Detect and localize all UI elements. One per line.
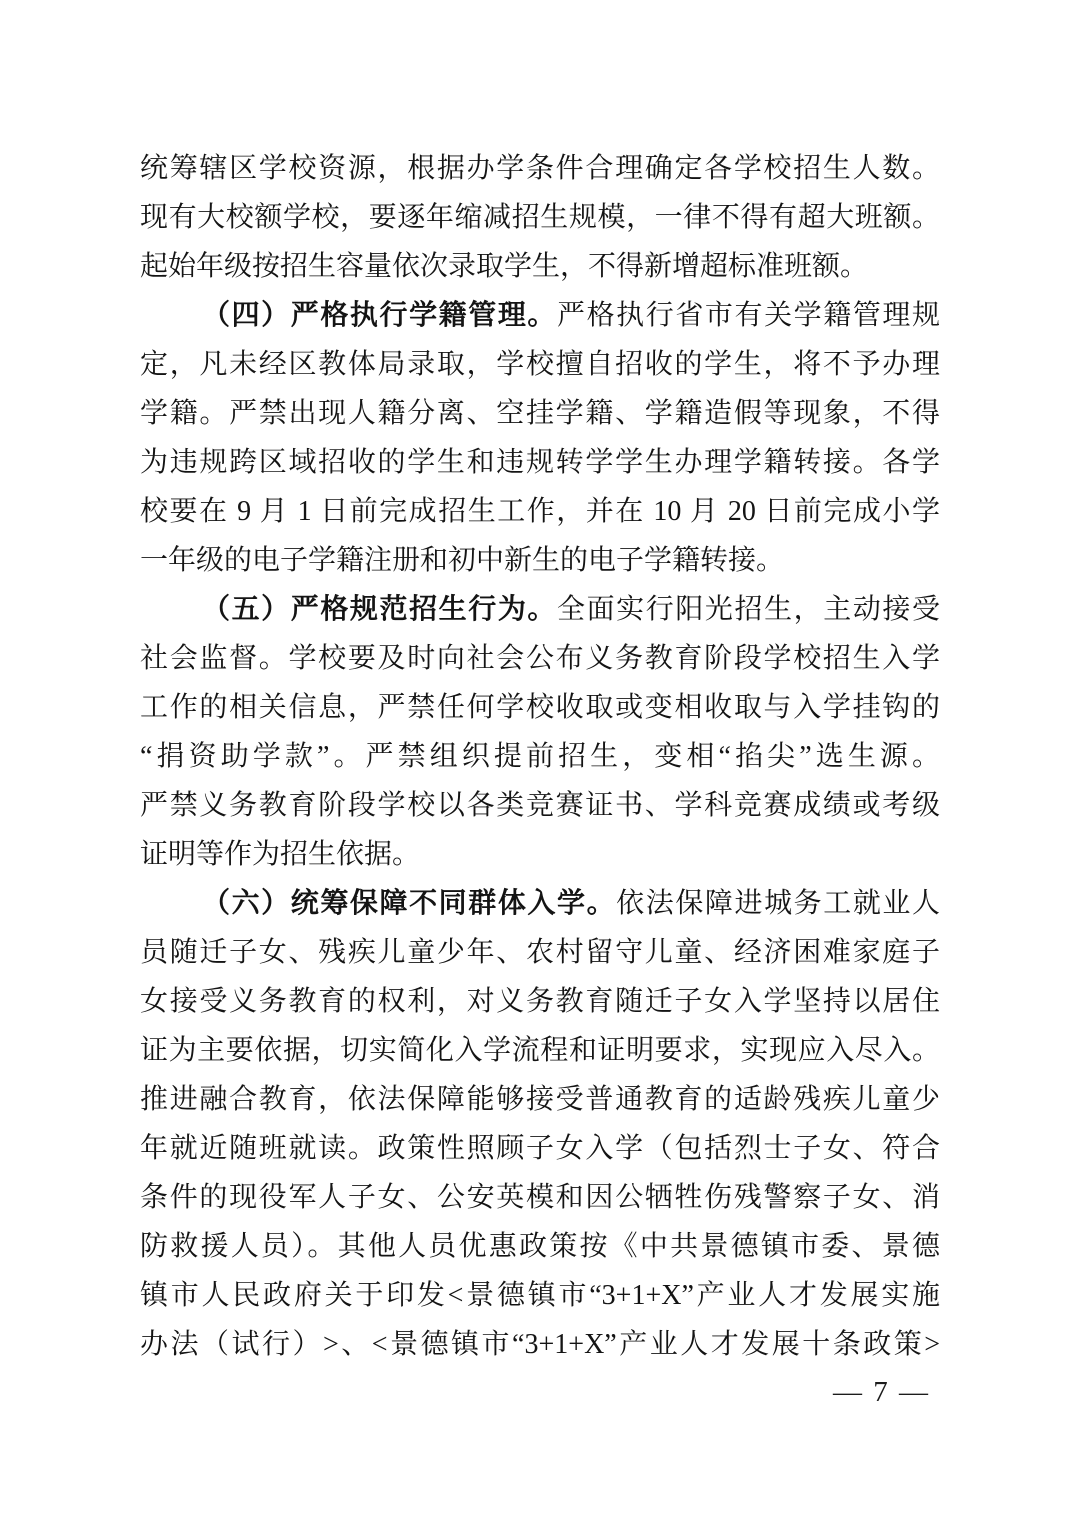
page-number: — 7 — (833, 1376, 930, 1408)
text-line: 证为主要依据，切实简化入学流程和证明要求，实现应入尽入。 (140, 1035, 940, 1066)
text-line: 一年级的电子学籍注册和初中新生的电子学籍转接。 (140, 545, 785, 576)
text-line: （五）严格规范招生行为。全面实行阳光招生，主动接受 (202, 594, 940, 625)
section-heading: （四）严格执行学籍管理。 (202, 300, 557, 331)
text-line: （六）统筹保障不同群体入学。依法保障进城务工就业人 (202, 888, 940, 919)
text-line: （四）严格执行学籍管理。严格执行省市有关学籍管理规 (202, 300, 940, 331)
text-line: 条件的现役军人子女、公安英模和因公牺牲伤残警察子女、消 (140, 1182, 940, 1213)
text-line: 校要在 9 月 1 日前完成招生工作，并在 10 月 20 日前完成小学 (140, 496, 940, 527)
section-heading: （五）严格规范招生行为。 (202, 594, 557, 625)
text-line: 证明等作为招生依据。 (140, 839, 421, 870)
text-line: 现有大校额学校，要逐年缩减招生规模，一律不得有超大班额。 (140, 202, 940, 233)
text-line: 统筹辖区学校资源，根据办学条件合理确定各学校招生人数。 (140, 153, 940, 184)
text-line: 办法（试行）>、<景德镇市“3+1+X”产业人才发展十条政策> (140, 1329, 940, 1360)
text-line: 工作的相关信息，严禁任何学校收取或变相收取与入学挂钩的 (140, 692, 940, 723)
text-line: 起始年级按招生容量依次录取学生，不得新增超标准班额。 (140, 251, 869, 282)
text-line: 为违规跨区域招收的学生和违规转学学生办理学籍转接。各学 (140, 447, 940, 478)
text-line: 防救援人员）。其他人员优惠政策按《中共景德镇市委、景德 (140, 1231, 940, 1262)
text-line: 年就近随班就读。政策性照顾子女入学（包括烈士子女、符合 (140, 1133, 940, 1164)
text-line: 女接受义务教育的权利，对义务教育随迁子女入学坚持以居住 (140, 986, 940, 1017)
text-line: 严禁义务教育阶段学校以各类竞赛证书、学科竞赛成绩或考级 (140, 790, 940, 821)
text-line: 员随迁子女、残疾儿童少年、农村留守儿童、经济困难家庭子 (140, 937, 940, 968)
section-heading: （六）统筹保障不同群体入学。 (202, 888, 617, 919)
text-line: 学籍。严禁出现人籍分离、空挂学籍、学籍造假等现象，不得 (140, 398, 940, 429)
text-line: 定，凡未经区教体局录取，学校擅自招收的学生，将不予办理 (140, 349, 940, 380)
document-body (140, 144, 940, 1369)
text-line: 社会监督。学校要及时向社会公布义务教育阶段学校招生入学 (140, 643, 940, 674)
text-line: 镇市人民政府关于印发<景德镇市“3+1+X”产业人才发展实施 (140, 1280, 940, 1311)
text-line: 推进融合教育，依法保障能够接受普通教育的适龄残疾儿童少 (140, 1084, 940, 1115)
text-line: “捐资助学款”。严禁组织提前招生，变相“掐尖”选生源。 (140, 741, 940, 772)
